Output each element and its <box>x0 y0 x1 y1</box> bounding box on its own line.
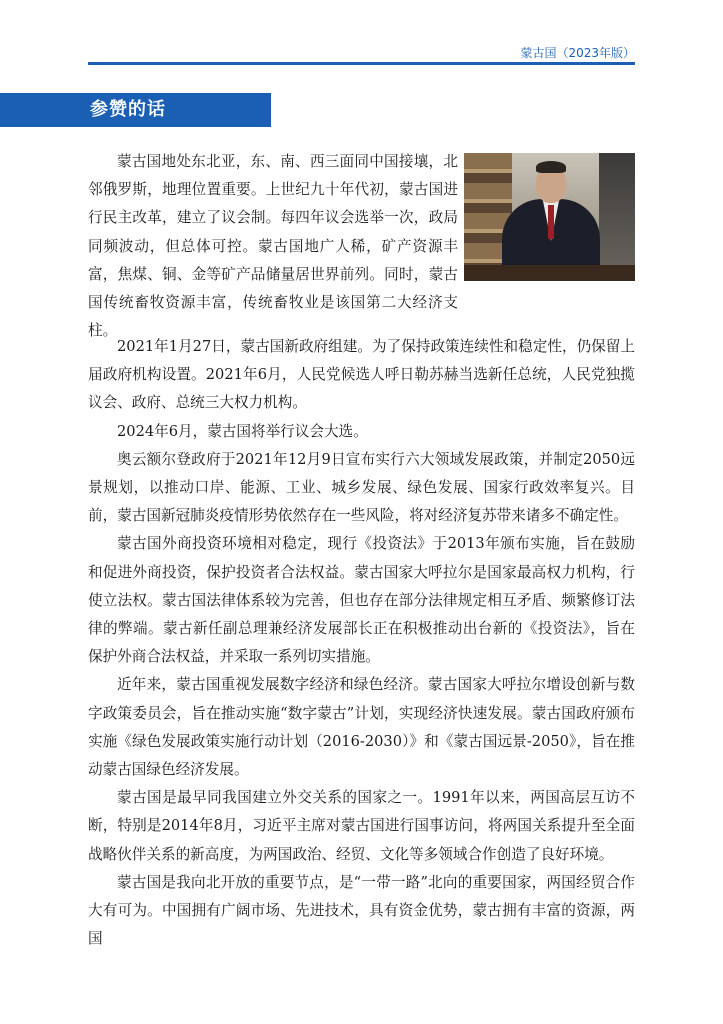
paragraph-policy: 奥云额尔登政府于2021年12月9日宣布实行六大领域发展政策，并制定2050远景规划，以推动口岸、能源、工业、城乡发展、绿色发展、国家行政效率复兴。目前，蒙古国新冠肺炎疫情形势依然存在一些风险，将对经济复苏带来诸多不确定性。 <box>88 450 635 525</box>
section-heading-bar <box>0 93 271 127</box>
portrait-photo <box>464 153 635 281</box>
desk <box>464 265 635 281</box>
paragraph-election: 2024年6月，蒙古国将举行议会大选。 <box>117 422 368 440</box>
paragraph-intro: 蒙古国地处东北亚，东、南、西三面同中国接壤，北邻俄罗斯，地理位置重要。上世纪九十年代初，蒙古国进行民主改革，建立了议会制。每四年议会选举一次，政局同频波动，但总体可控。蒙古国地广人稀，矿产资源丰富，焦煤、铜、金等矿产品储量居世界前列。同时，蒙古国传统畜牧资源丰富，传统畜牧业是该国第二大经济支柱。 <box>88 153 458 340</box>
paragraph-government: 2021年1月27日，蒙古国新政府组建。为了保持政策连续性和稳定性，仍保留上届政府机构设置。2021年6月，人民党候选人呼日勒苏赫当选新任总统，人民党独揽议会、政府、总统三大权力机构。 <box>88 338 635 412</box>
running-header-title: 蒙古国（2023年版） <box>520 46 635 60</box>
section-title: 参赞的话 <box>90 99 166 120</box>
person-hair <box>536 161 566 173</box>
wall-background <box>599 153 635 281</box>
paragraph-belt-road: 蒙古国是我向北开放的重要节点，是“一带一路”北向的重要国家，两国经贸合作大有可为。中国拥有广阔市场、先进技术，具有资金优势，蒙古拥有丰富的资源，两国 <box>88 873 635 948</box>
header-divider <box>88 62 635 65</box>
paragraph-investment: 蒙古国外商投资环境相对稳定，现行《投资法》于2013年颁布实施，旨在鼓励和促进外商投资，保护投资者合法权益。蒙古国家大呼拉尔是国家最高权力机构，行使立法权。蒙古国法律体系较为完善，但也存在部分法律规定相互矛盾、频繁修订法律的弊端。蒙古新任副总理兼经济发展部长正在积极推动出台新的《投资法》，旨在保护外商合法权益，并采取一系列切实措施。 <box>88 535 635 666</box>
person-tie <box>548 205 554 239</box>
body-text <box>88 333 635 953</box>
paragraph-diplomacy: 蒙古国是最早同我国建立外交关系的国家之一。1991年以来，两国高层互访不断，特别是2014年8月，习近平主席对蒙古国进行国事访问，将两国关系提升至全面战略伙伴关系的新高度，为两国政治、经贸、文化等多领域合作创造了良好环境。 <box>88 789 635 863</box>
paragraph-digital-economy: 近年来，蒙古国重视发展数字经济和绿色经济。蒙古国家大呼拉尔增设创新与数字政策委员会，旨在推动实施“数字蒙古”计划，实现经济快速发展。蒙古国政府颁布实施《绿色发展政策实施行动计划（2016-2030）》和《蒙古国远景-2050》，旨在推动蒙古国绿色经济发展。 <box>88 676 635 779</box>
